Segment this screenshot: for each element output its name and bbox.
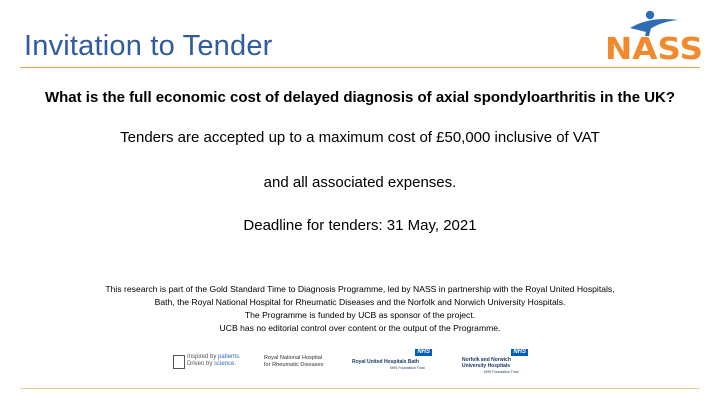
main-content (20, 88, 700, 234)
nass-logo (600, 6, 710, 64)
ucb-tagline-prefix: Inspired by (187, 354, 219, 360)
ruh-logo (350, 349, 432, 375)
logo-figure-head (646, 11, 654, 19)
nnuh-name-line: University Hospitals (462, 363, 511, 369)
rnhrd-logo (264, 349, 344, 375)
ucb-tagline-prefix: Driven by (187, 361, 215, 367)
nnuh-logo (458, 349, 528, 375)
note-line: UCB has no editorial control over content or the output of the Programme. (219, 323, 501, 333)
ucb-tagline-em: science. (214, 361, 237, 367)
partner-logos (170, 349, 530, 375)
ruh-subtitle: NHS Foundation Trust (390, 366, 425, 370)
nass-logo-graphic (600, 6, 710, 64)
nnuh-name-line: Norfolk and Norwich (462, 357, 511, 363)
logo-figure-arms (630, 19, 678, 32)
nnuh-subtitle: NHS Foundation Trust (484, 370, 519, 374)
ucb-tagline-em: patients. (218, 354, 241, 360)
note-line: Bath, the Royal National Hospital for Rheumatic Diseases and the Norfolk and Norwich University Hospitals. (154, 297, 566, 307)
tender-question: What is the full economic cost of delayed diagnosis of axial spondyloarthritis in the UK? (44, 89, 676, 106)
note-line: This research is part of the Gold Standard Time to Diagnosis Programme, led by NASS in partnership with the Royal United Hospitals, (105, 284, 615, 294)
header-divider (20, 67, 700, 68)
tender-deadline: Deadline for tenders: 31 May, 2021 (243, 217, 477, 234)
nhs-badge: NHS (513, 349, 526, 355)
ucb-logo-mark (173, 355, 185, 369)
rnhrd-name-line: Royal National Hospital (264, 355, 323, 361)
ucb-logo (170, 349, 250, 375)
logo-text: NASS (605, 32, 703, 64)
footer-divider (20, 388, 700, 389)
note-line: The Programme is funded by UCB as sponsor of the project. (244, 310, 476, 320)
rnhrd-name-line: for Rheumatic Diseases (264, 362, 324, 368)
page-title: Invitation to Tender (24, 30, 273, 62)
tender-cost-line: Tenders are accepted up to a maximum cost of £50,000 inclusive of VAT (120, 129, 600, 146)
programme-note (20, 283, 700, 335)
nhs-badge: NHS (417, 349, 430, 355)
ruh-name: Royal United Hospitals Bath (352, 359, 419, 365)
tender-expenses-line: and all associated expenses. (263, 174, 457, 191)
